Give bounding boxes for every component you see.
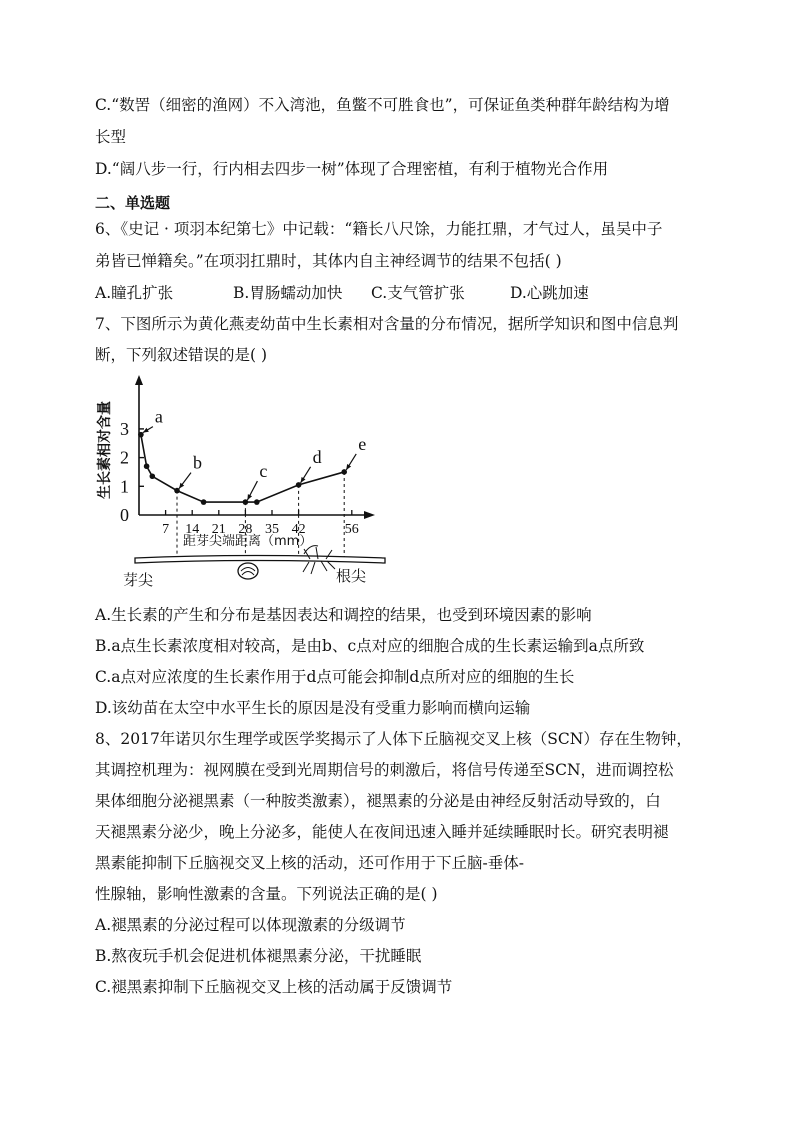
q8-option-a: A.褪黑素的分泌过程可以体现激素的分级调节 [95, 916, 406, 934]
question-8-line6: 性腺轴，影响性激素的含量。下列说法正确的是( ) [95, 885, 438, 903]
x-tick-label: 28 [238, 522, 253, 537]
x-axis-arrow [364, 511, 375, 519]
auxin-distribution-chart [95, 372, 395, 592]
annotation-label-e: e [358, 433, 367, 454]
x-tick-label: 35 [265, 522, 279, 537]
chart-axes [135, 375, 375, 519]
annotation-label-c: c [259, 461, 268, 482]
annotation-label-a: a [154, 406, 163, 427]
data-point [243, 499, 249, 505]
question-8-line5: 黑素能抑制下丘脑视交叉上核的活动，还可作用于下丘脑-垂体- [95, 854, 524, 872]
x-axis-label: 距芽尖端距离（mm） [183, 534, 313, 549]
question-8-line3: 果体细胞分泌褪黑素（一种胺类激素），褪黑素的分泌是由神经反射活动导致的，白 [95, 792, 661, 810]
q6-option-d: D.心跳加速 [510, 284, 589, 302]
question-8-line4: 天褪黑素分泌少，晚上分泌多，能使人在夜间迅速入睡并延续睡眠时长。研究表明褪 [95, 823, 669, 841]
y-tick-label: 2 [120, 447, 129, 468]
q8-option-c: C.褪黑素抑制下丘脑视交叉上核的活动属于反馈调节 [95, 978, 453, 996]
option-5c-line1: C.“数罟（细密的渔网）不入湾池，鱼鳖不可胜食也”，可保证鱼类种群年龄结构为增 [95, 96, 670, 114]
y-tick-label: 3 [120, 418, 129, 439]
question-7-line2: 断，下列叙述错误的是( ) [95, 346, 268, 364]
annotation-label-b: b [193, 452, 202, 473]
data-point [174, 488, 180, 494]
question-7-line1: 7、下图所示为黄化燕麦幼苗中生长素相对含量的分布情况，据所学知识和图中信息判 [95, 315, 679, 333]
x-tick-label: 21 [211, 522, 226, 537]
question-6-line2: 弟皆已惮籍矣。”在项羽扛鼎时，其体内自主神经调节的结果不包括( ) [95, 252, 562, 270]
data-point [138, 432, 144, 438]
q8-option-b: B.熬夜玩手机会促进机体褪黑素分泌，干扰睡眠 [95, 947, 422, 965]
y-axis-label: 生长素相对含量 [97, 401, 113, 499]
x-tick-label: 42 [291, 522, 306, 537]
data-point [144, 463, 150, 469]
q6-option-c: C.支气管扩张 [371, 284, 465, 302]
y-tick-label: 0 [120, 505, 129, 525]
root-tip-label: 根尖 [336, 567, 367, 585]
auxin-curve [141, 435, 344, 502]
seedling-stem [135, 556, 385, 564]
q7-option-b: B.a点生长素浓度相对较高，是由b、c点对应的细胞合成的生长素运输到a点所致 [95, 637, 645, 655]
y-axis-arrow [135, 375, 143, 385]
q7-option-d: D.该幼苗在太空中水平生长的原因是没有受重力影响而横向运输 [95, 699, 531, 717]
y-tick-label: 1 [120, 476, 129, 497]
annotation-label-d: d [312, 446, 322, 467]
option-5c-line2: 长型 [95, 128, 127, 146]
question-8-line2: 其调控机理为：视网膜在受到光周期信号的刺激后，将信号传递至SCN，进而调控松 [95, 761, 674, 779]
data-point [254, 499, 260, 505]
q6-option-a: A.瞳孔扩张 [95, 284, 174, 302]
data-point [201, 499, 207, 505]
q7-option-a: A.生长素的产生和分布是基因表达和调控的结果，也受到环境因素的影响 [95, 606, 592, 624]
x-tick-label: 14 [185, 522, 200, 537]
x-tick-label: 56 [344, 522, 359, 537]
option-5d: D.“阔八步一行，行内相去四步一树”体现了合理密植，有利于植物光合作用 [95, 160, 609, 178]
data-point [341, 469, 347, 475]
data-point [296, 482, 302, 488]
data-point [150, 473, 156, 479]
question-8-line1: 8、2017年诺贝尔生理学或医学奖揭示了人体下丘脑视交叉上核（SCN）存在生物钟， [95, 730, 692, 748]
section-heading: 二、单选题 [95, 194, 171, 212]
q6-option-b: B.胃肠蠕动加快 [233, 284, 343, 302]
bud-tip-label: 芽尖 [123, 571, 154, 589]
q7-option-c: C.a点对应浓度的生长素作用于d点可能会抑制d点所对应的细胞的生长 [95, 668, 575, 686]
question-6-line1: 6、《史记 · 项羽本纪第七》中记载：“籍长八尺馀，力能扛鼎，才气过人，虽吴中子 [95, 220, 663, 238]
x-tick-label: 7 [162, 522, 170, 537]
